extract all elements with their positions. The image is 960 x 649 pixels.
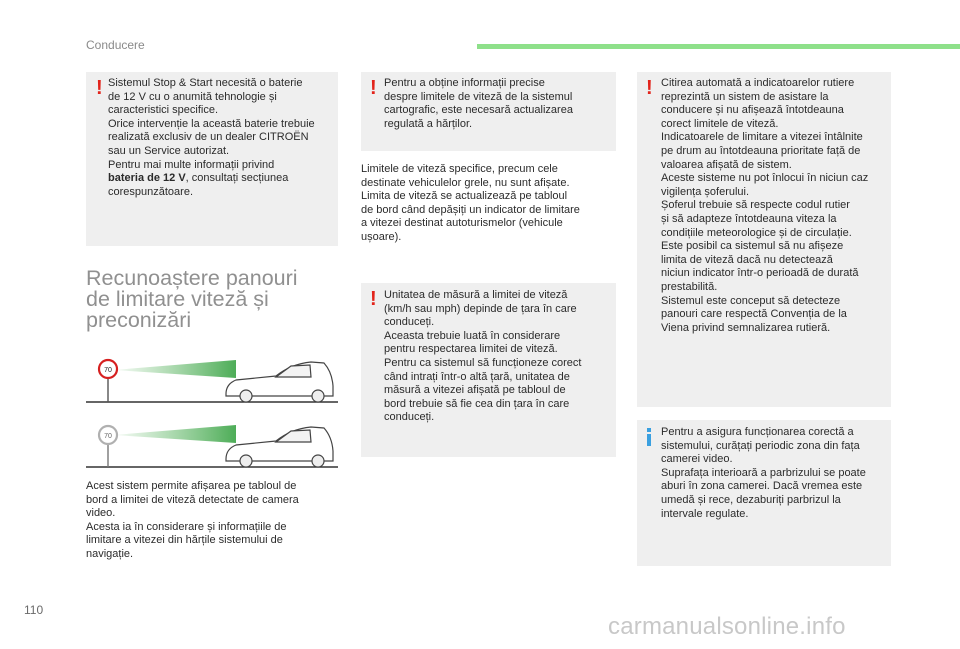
- car-top: [226, 362, 333, 402]
- camera-beam-top: [114, 360, 236, 378]
- watermark: carmanualsonline.info: [608, 613, 846, 640]
- stop-start-warning-text: Sistemul Stop & Start necesită o baterie de 12 V cu o anumită tehnologie și caracteristici specifice. Orice intervenție la această baterie trebuie realizată exclusiv de un dealer CITROËN sau un Service autorizat. Pentru mai multe informații privind bateria de 12 V, consultați secțiunea corespunzătoare.: [108, 77, 315, 198]
- speed-sign-bottom-label: 70: [104, 433, 112, 440]
- unit-warning-text: Unitatea de măsură a limitei de viteză (km/h sau mph) depinde de țara în care conduceți. Aceasta trebuie luată în considerare pentru respectarea limitei de viteză. Pentru ca sistemul să funcționeze corect când intrați într-o altă țară, unitatea de măsură a vitezei afișată pe tabloul de bord trebuie să fie cea din țara în care conduceți.: [384, 289, 582, 424]
- speed-limit-info-text: Limitele de viteză specifice, precum cele destinate vehiculelor grele, nu sunt afișate. Limita de viteză se actualizează pe tabloul de bord când depășiți un indicator de limitare a vitezei destinat autoturismelor (vehicule ușoare).: [361, 163, 580, 243]
- battery-bold-text: bateria de 12 V: [108, 172, 186, 185]
- camera-beam-bottom: [114, 425, 236, 443]
- warning-icon: !: [370, 288, 377, 310]
- page-number: 110: [24, 603, 44, 617]
- driver-assist-warning-box: [637, 72, 891, 407]
- map-update-warning-text: Pentru a obține informații precise despre limitele de viteză de la sistemul cartografic, este necesară actualizarea regulată a hărților.: [384, 77, 573, 130]
- section-title: Conducere: [86, 38, 145, 52]
- section-accent-bar: [477, 44, 960, 49]
- system-description: Acest sistem permite afișarea pe tabloul de bord a limitei de viteză detectate de camera video. Acesta ia în considerare și informațiile de limitare a vitezei din hărțile sistemului de navigație.: [86, 480, 299, 560]
- speed-sign-top-label: 70: [104, 367, 112, 374]
- car-bottom: [226, 427, 333, 467]
- info-icon: [647, 428, 651, 446]
- camera-cleaning-info-text: Pentru a asigura funcționarea corectă a sistemului, curățați periodic zona din fața camerei video. Suprafața interioară a parbrizului se poate aburi în zona camerei. Dacă vremea este umedă și rece, dezaburiți parbrizul la intervale regulate.: [661, 426, 866, 520]
- camera-cleaning-info-box: [637, 420, 891, 566]
- warning-icon: !: [370, 77, 377, 99]
- stop-start-warning-box: [86, 72, 338, 246]
- map-update-warning-box: [361, 72, 616, 151]
- warning-icon: !: [96, 77, 103, 99]
- section-heading: Recunoaștere panouri de limitare viteză și preconizări: [86, 266, 298, 332]
- unit-warning-box: [361, 283, 616, 457]
- driver-assist-warning-text: Citirea automată a indicatoarelor rutiere reprezintă un sistem de asistare la conducere și nu afișează întotdeauna corect limitele de viteză. Indicatoarele de limitare a vitezei întâlnite pe drum au întotdeauna prioritate față de valoarea afișată de sistem. Aceste sisteme nu pot înlocui în niciun caz vigilența șoferului. Șoferul trebuie să respecte codul rutier și să adapteze întotdeauna viteza la condițiile meteorologice și de circulație. Este posibil ca sistemul să nu afișeze limita de viteză dacă nu detectează niciun indicator într-o perioadă de durată prestabilită. Sistemul este conceput să detecteze panouri care respectă Convenția de la Viena privind semnalizarea rutieră.: [661, 77, 869, 334]
- speed-sign-recognition-illustration: [86, 350, 338, 475]
- warning-icon: !: [646, 77, 653, 99]
